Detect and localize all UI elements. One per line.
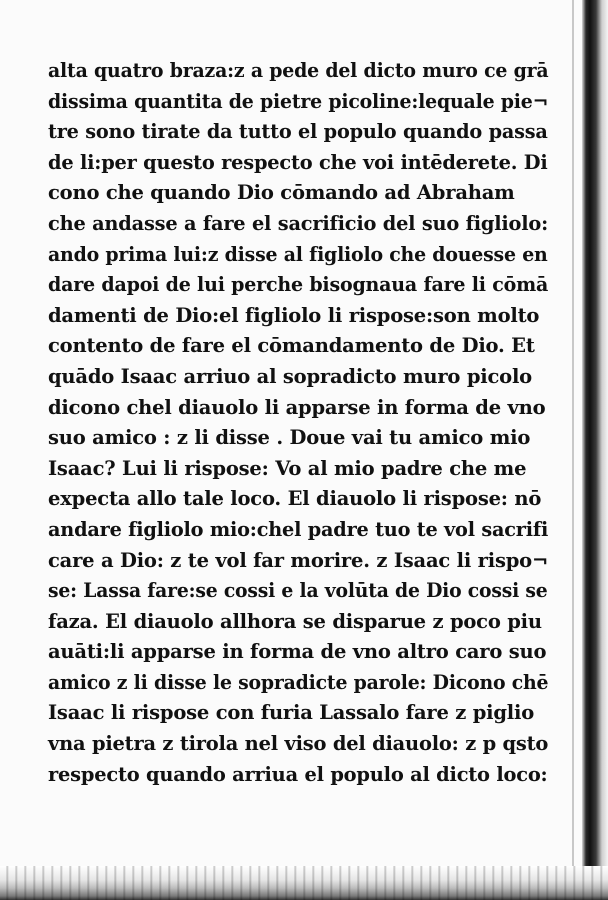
text-line: respecto quando arriua el populo al dicto loco: bbox=[48, 762, 548, 786]
text-line: de li:per questo respecto che voi intēderete. Di bbox=[48, 150, 548, 174]
text-line: tre sono tirate da tutto el populo quando passa bbox=[48, 120, 548, 144]
text-line: contento de fare el cōmandamento de Dio. Et bbox=[48, 334, 535, 358]
text-line: dicono chel diauolo li apparse in forma de vno bbox=[48, 395, 546, 419]
page-edge-line bbox=[572, 0, 574, 900]
text-line: andare figliolo mio:chel padre tuo te vol sacrifi bbox=[48, 517, 549, 541]
text-line: auāti:li apparse in forma de vno altro caro suo bbox=[48, 640, 547, 664]
text-line: suo amico : z li disse . Doue vai tu amico mio bbox=[48, 426, 531, 450]
text-line: damenti de Dio:el figliolo li rispose:son molto bbox=[48, 303, 540, 327]
text-line: amico z li disse le sopradicte parole: Dicono chē bbox=[48, 670, 549, 694]
text-line: dare dapoi de lui perche bisognaua fare li cōmā bbox=[48, 273, 549, 297]
text-line: dissima quantita de pietre picoline:lequale pie¬ bbox=[48, 89, 549, 113]
text-line: alta quatro braza:z a pede del dicto muro ce grā bbox=[48, 59, 549, 82]
text-line: faza. El diauolo allhora se disparue z poco piu bbox=[48, 609, 542, 633]
text-line: se: Lassa fare:se cossi e la volūta de Dio cossi se bbox=[48, 579, 548, 603]
text-line: care a Dio: z te vol far morire. z Isaac li rispo¬ bbox=[48, 548, 549, 572]
text-line: expecta allo tale loco. El diauolo li rispose: nō bbox=[48, 487, 542, 511]
page-gutter-shadow bbox=[582, 0, 608, 900]
text-line: quādo Isaac arriuo al sopradicto muro picolo bbox=[48, 364, 532, 388]
text-line: vna pietra z tirola nel viso del diauolo: z p qsto bbox=[48, 732, 549, 756]
scan-bottom-edge bbox=[0, 866, 608, 900]
text-line: ando prima lui:z disse al figliolo che douesse en bbox=[48, 242, 548, 266]
text-line: che andasse a fare el sacrificio del suo figliolo: bbox=[48, 211, 549, 235]
text-line: Isaac li rispose con furia Lassalo fare z piglio bbox=[48, 701, 535, 725]
text-line: cono che quando Dio cōmando ad Abraham bbox=[48, 181, 515, 205]
body-text bbox=[48, 56, 548, 790]
text-line: Isaac? Lui li rispose: Vo al mio padre che me bbox=[48, 456, 527, 480]
